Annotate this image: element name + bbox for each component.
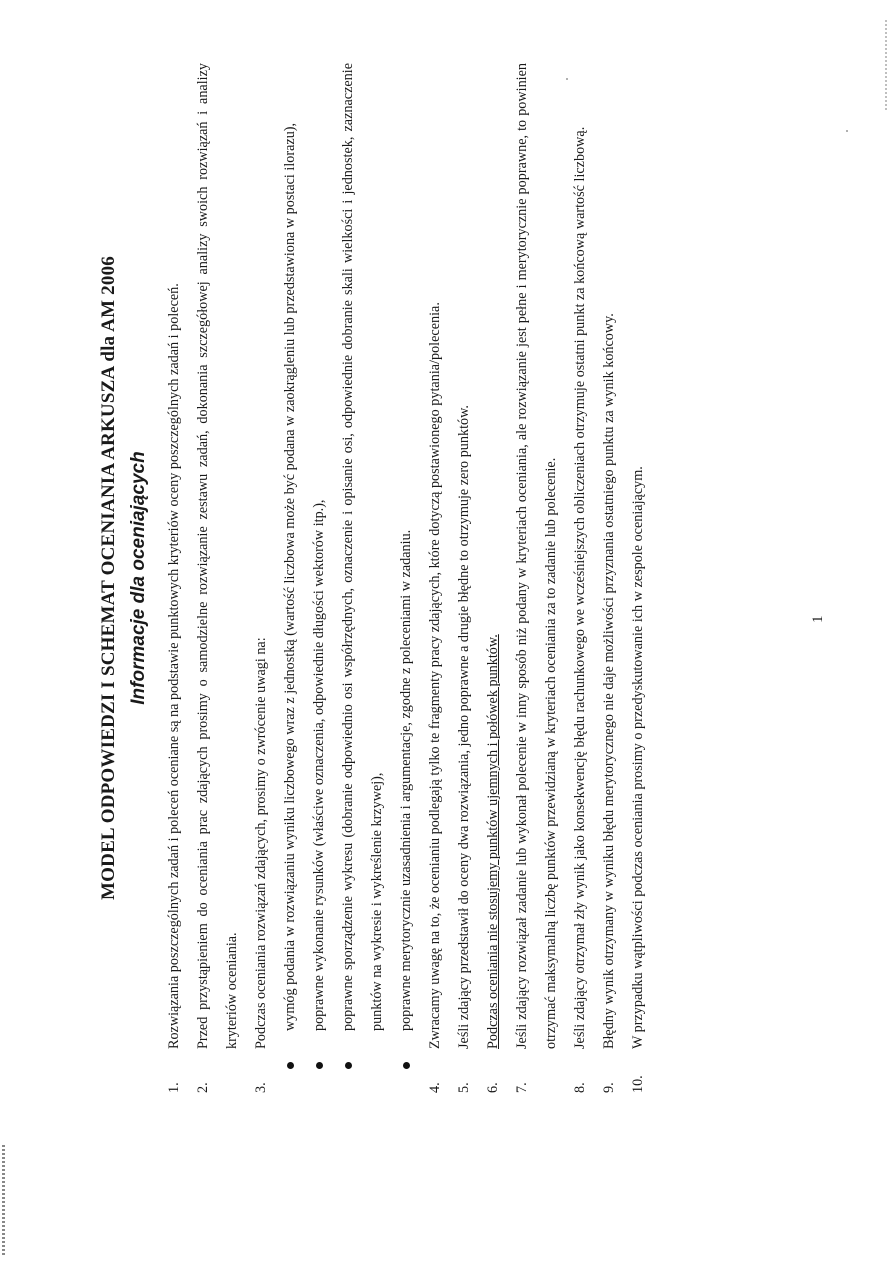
bullet-dot-icon [287,1062,294,1069]
bullet-item [276,63,305,1093]
instructions-list [160,63,276,1093]
item-number: 8. [572,1082,588,1093]
item-text: Jeśli zdający przedstawił do oceny dwa rozwiązania, jedno poprawne a drugie błędne to otrzymuje zero punktów. [456,405,472,1049]
document-title: MODEL ODPOWIEDZI I SCHEMAT OCENIANIA ARKUSZA dla AM 2006 [98,256,119,900]
item-number: 3. [253,1082,269,1093]
item-text: Przed przystąpieniem do oceniania prac zdających prosimy o samodzielne rozwiązanie zestawu zadań, dokonania szczegółowej analizy swoich rozwiązań i analizy kryteriów oceniania. [195,63,240,1049]
instructions-list-continued [421,63,653,1093]
list-item [421,63,450,1093]
list-item [479,63,508,1093]
item-text: Podczas oceniania nie stosujemy punktów ujemnych i połówek punktów. [485,634,501,1049]
bullet-text: poprawne sporządzenie wykresu (dobranie odpowiednio osi współrzędnych, oznaczenie i opisanie osi, odpowiednie dobranie skali wielkości i jednostek, zaznaczenie punktów na wykresie i wykreślenie krzywej), [340,63,385,1031]
bullet-item [305,63,334,1093]
bullet-text: wymóg podania w rozwiązaniu wyniku liczbowego wraz z jednostką (wartość liczbowa może być podana w zaokrągleniu lub przedstawiona w postaci ilorazu), [282,122,298,1031]
bullet-dot-icon [403,1062,410,1069]
list-item [247,63,276,1093]
item-text: W przypadku wątpliwości podczas oceniania prosimy o przedyskutowanie ich w zespole oceniającym. [630,466,646,1049]
criteria-bullet-list [276,63,421,1093]
document-body [98,63,653,1093]
list-item [160,63,189,1093]
item-text: Jeśli zdający otrzymał zły wynik jako konsekwencję błędu rachunkowego we wcześniejszych obliczeniach otrzymuje ostatni punkt za końcową wartość liczbową. [572,126,588,1049]
list-item [566,63,595,1093]
item-number: 10. [630,1075,646,1093]
list-item [624,63,653,1093]
item-text: Jeśli zdający rozwiązał zadanie lub wykonał polecenie w inny sposób niż podany w kryteriach oceniania, ale rozwiązanie jest pełne i merytorycznie poprawne, to powinien otrzymać maksymalną liczbę punktów przewidzianą w kryteriach oceniania za to zadanie lub polecenie. [514,63,559,1049]
bullet-dot-icon [316,1062,323,1069]
item-number: 2. [195,1082,211,1093]
document-subtitle: Informacje dla oceniających [128,451,149,705]
item-number: 4. [427,1082,443,1093]
page-number: 1 [810,615,826,623]
list-item [450,63,479,1093]
item-number: 7. [514,1082,530,1093]
bullet-item [334,63,392,1093]
item-number: 9. [601,1082,617,1093]
bullet-dot-icon [345,1062,352,1069]
list-item [508,63,566,1093]
item-number: 5. [456,1082,472,1093]
list-item [595,63,624,1093]
bullet-item [392,63,421,1093]
item-number: 1. [166,1082,182,1093]
item-text: Rozwiązania poszczególnych zadań i poleceń oceniane są na podstawie punktowych kryteriów oceny poszczególnych zadań i poleceń. [166,283,182,1049]
bullet-text: poprawne merytorycznie uzasadnienia i argumentacje, zgodne z poleceniami w zadaniu. [398,529,414,1031]
item-text: Zwracamy uwagę na to, że ocenianiu podlegają tylko te fragmenty pracy zdających, które dotyczą postawionego pytania/polecenia. [427,302,443,1049]
item-text: Podczas oceniania rozwiązań zdających, prosimy o zwrócenie uwagi na: [253,637,269,1049]
item-text: Błędny wynik otrzymany w wyniku błędu merytorycznego nie daje możliwości przyznania ostatniego punktu za wynik końcowy. [601,313,617,1049]
item-number: 6. [485,1082,501,1093]
list-item [189,63,247,1093]
bullet-text: poprawne wykonanie rysunków (właściwe oznaczenia, odpowiednie długości wektorów itp.), [311,499,327,1031]
